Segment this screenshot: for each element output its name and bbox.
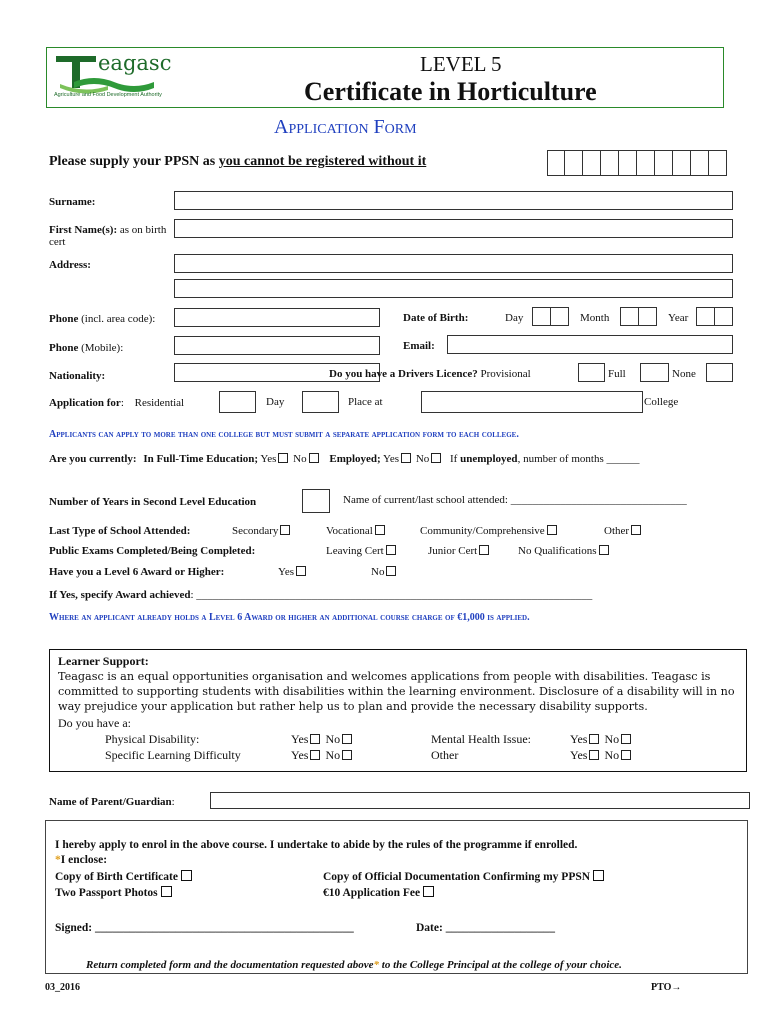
learner-support-title: Learner Support: [58,654,149,668]
award-specify-row [49,589,592,601]
do-you-have: Do you have a: [58,716,131,730]
level6-yes-option [278,566,308,578]
no-qual-option [518,545,611,557]
level6-no-option [371,566,398,578]
years-education-box[interactable] [302,489,330,513]
return-instruction-a: Return completed form and the documentation requested above [86,959,374,971]
community-option [420,525,559,537]
physical-yes-label: Yes [291,732,309,746]
college-label: College [644,396,679,408]
other-yes-label: Yes [570,748,588,762]
employed-no-label: No [415,453,430,465]
other-no-label: No [604,748,620,762]
mental-yes-label: Yes [570,732,588,746]
specific-no-label: No [325,748,341,762]
other-disability-options [570,748,633,763]
other-school-checkbox[interactable] [631,525,641,535]
passport-option [55,886,175,899]
secondary-checkbox[interactable] [280,525,290,535]
level6-no-label: No [371,566,385,578]
fee-checkbox[interactable] [423,886,434,897]
mobile-label-text: Phone [49,342,79,354]
asterisk-icon: * [55,854,61,866]
passport-label: Two Passport Photos [55,887,158,899]
level6-yes-checkbox[interactable] [296,566,306,576]
fulltime-no-checkbox[interactable] [309,453,319,463]
first-name-label [49,224,169,248]
enclose-label [55,854,107,866]
ppsn-digit-box[interactable] [673,150,691,176]
physical-no-checkbox[interactable] [342,734,352,744]
licence-full-box[interactable] [640,363,669,382]
employed-no-checkbox[interactable] [431,453,441,463]
mental-health-label: Mental Health Issue: [431,732,531,746]
vocational-label: Vocational [326,525,373,537]
place-at-label: Place at [348,396,383,408]
ppsn-label-start: Please supply your PPSN as [49,154,219,169]
physical-options [291,732,354,747]
no-qual-label: No Qualifications [518,545,597,557]
ppsn-digit-box[interactable] [637,150,655,176]
return-instruction [86,959,622,971]
email-field[interactable] [447,335,733,354]
vocational-checkbox[interactable] [375,525,385,535]
form-code: 03_2016 [45,982,80,993]
fulltime-yes-checkbox[interactable] [278,453,288,463]
other-disability-label: Other [431,748,459,762]
vocational-option [326,525,387,537]
award-specify-label: If Yes, specify Award achieved [49,589,191,601]
level6-yes-label: Yes [278,566,295,578]
logo-wordmark: eagasc [98,51,172,75]
dob-month-box-2[interactable] [638,307,657,326]
fulltime-label: In Full-Time Education; [143,453,259,465]
application-day-label: Day [266,396,285,408]
surname-label: Surname: [49,196,96,208]
physical-no-label: No [325,732,341,746]
address-line-2[interactable] [174,279,733,298]
email-label: Email: [403,340,435,352]
licence-none-label: None [672,368,696,380]
ppsn-digit-box[interactable] [691,150,709,176]
ppsn-digit-box[interactable] [583,150,601,176]
application-for-text: Application for [49,397,121,409]
other-school-label: Other [604,525,630,537]
licence-full-label: Full [608,368,626,380]
ppsn-doc-option [323,870,607,883]
unemployed-months: , number of months ______ [517,453,640,465]
fee-label: €10 Application Fee [323,887,421,899]
phone-label [49,313,155,325]
award-specify-line[interactable]: : ________________________________________________________________________ [190,589,593,601]
ppsn-doc-checkbox[interactable] [593,870,604,881]
ppsn-digit-box[interactable] [709,150,727,176]
ppsn-digit-box[interactable] [565,150,583,176]
ppsn-digit-box[interactable] [601,150,619,176]
no-qual-checkbox[interactable] [599,545,609,555]
dob-label: Date of Birth: [403,312,469,324]
level6-label: Have you a Level 6 Award or Higher: [49,566,225,578]
ppsn-digit-box[interactable] [619,150,637,176]
dob-day-box-2[interactable] [550,307,569,326]
phone-label-text: Phone [49,313,79,325]
guardian-field[interactable] [210,792,750,809]
physical-yes-checkbox[interactable] [310,734,320,744]
form-title: Application Form [274,116,417,138]
dob-day-box-1[interactable] [532,307,551,326]
mental-options [570,732,633,747]
secondary-option [232,525,292,537]
level6-charge-notice: Where an applicant already holds a Level 6 Award or higher an additional course charge of €1,000 is applied. [49,612,530,623]
other-no-checkbox[interactable] [621,750,631,760]
exams-label: Public Exams Completed/Being Completed: [49,545,256,557]
years-education-label: Number of Years in Second Level Education [49,496,257,508]
licence-none-box[interactable] [706,363,733,382]
employed-label: Employed; [329,453,381,465]
course-title: Certificate in Horticulture [304,77,597,106]
mobile-label-note: (Mobile): [81,342,124,354]
ppsn-boxes[interactable] [547,150,727,176]
fee-option [323,886,437,899]
specific-yes-label: Yes [291,748,309,762]
community-label: Community/Comprehensive [420,525,545,537]
dob-month-box-1[interactable] [620,307,639,326]
passport-checkbox[interactable] [161,886,172,897]
multiple-college-notice: Applicants can apply to more than one college but must submit a separate application form to each college. [49,429,519,440]
ppsn-digit-box[interactable] [655,150,673,176]
level-heading: LEVEL 5 [420,52,502,76]
employed-yes-label: Yes [383,453,400,465]
mobile-label [49,342,123,354]
fulltime-no-label: No [293,453,307,465]
phone-field[interactable] [174,308,380,327]
dob-year-label: Year [668,312,689,324]
fulltime-yes-label: Yes [260,453,277,465]
learner-support-text: Teagasc is an equal opportunities organisation and welcomes applications from people with disabilities. Teagasc is committed to supporting students with disabilities within the learning environment. Disclosure of a disability will in no way prejudice your application but rather help us to plan and provide the necessary disability supports. [58,670,735,713]
application-for-label: Application for: Residential [49,397,185,409]
specific-yes-checkbox[interactable] [310,750,320,760]
licence-provisional-box[interactable] [578,363,605,382]
last-school-type-label: Last Type of School Attended: [49,525,191,537]
other-school-option [604,525,643,537]
mental-no-label: No [604,732,620,746]
leaving-cert-option [326,545,398,557]
specific-no-checkbox[interactable] [342,750,352,760]
ppsn-label [49,154,426,170]
leaving-cert-label: Leaving Cert [326,545,384,557]
leaving-cert-checkbox[interactable] [386,545,396,555]
dob-month-label: Month [580,312,610,324]
logo-subtitle: Agriculture and Food Development Authority [54,92,162,98]
enclose-text: I enclose: [60,854,108,866]
first-name-note: as on birth cert [49,224,167,248]
application-day-box[interactable] [302,391,339,413]
unemployed-if: If [450,453,458,465]
first-name-label-text: First Name(s): [49,224,118,236]
asterisk-icon: * [373,959,380,971]
school-name-label: Name of current/last school attended: ________________________________ [343,494,687,506]
licence-provisional-label: Provisional [480,368,531,380]
specific-options [291,748,354,763]
licence-question [329,368,531,380]
secondary-label: Secondary [232,525,279,537]
last-school-type-text: Last Type of School Attended [49,525,187,537]
birth-cert-option [55,870,195,883]
teagasc-logo [54,52,204,104]
level6-no-checkbox[interactable] [386,566,396,576]
other-yes-checkbox[interactable] [589,750,599,760]
community-checkbox[interactable] [547,525,557,535]
mobile-field[interactable] [174,336,380,355]
ppsn-label-underlined: you cannot be registered without it [218,154,427,169]
college-name-field[interactable] [421,391,643,413]
junior-cert-option [428,545,491,557]
physical-disability-label: Physical Disability: [105,732,200,746]
signed-line[interactable]: Signed: _____________________________________________ [55,922,354,934]
phone-label-note: (incl. area code): [81,313,156,325]
employed-yes-checkbox[interactable] [401,453,411,463]
ppsn-doc-label: Copy of Official Documentation Confirming my PPSN [323,871,591,883]
first-name-field[interactable] [174,219,733,238]
declaration-statement: I hereby apply to enrol in the above course. I undertake to abide by the rules of the programme if enrolled. [55,839,578,851]
pto-label: PTO→ [651,982,682,993]
ppsn-digit-box[interactable] [547,150,565,176]
application-residential-box[interactable] [219,391,256,413]
return-instruction-b: to the College Principal at the college of your choice. [379,959,622,971]
date-line[interactable]: Date: ___________________ [416,922,555,934]
status-question: Are you currently: [49,453,137,465]
specific-learning-label: Specific Learning Difficulty [105,748,241,762]
address-label: Address: [49,259,91,271]
junior-cert-checkbox[interactable] [479,545,489,555]
nationality-label: Nationality: [49,370,106,382]
mental-yes-checkbox[interactable] [589,734,599,744]
dob-year-box-2[interactable] [714,307,733,326]
unemployed-label: unemployed [460,453,518,465]
licence-question-text: Do you have a Drivers Licence? [329,368,478,380]
surname-field[interactable] [174,191,733,210]
birth-cert-label: Copy of Birth Certificate [55,871,178,883]
dob-day-label: Day [505,312,524,324]
application-residential-label: Residential [134,397,185,409]
status-row [49,450,729,468]
address-line-1[interactable] [174,254,733,273]
birth-cert-checkbox[interactable] [181,870,192,881]
dob-year-box-1[interactable] [696,307,715,326]
mental-no-checkbox[interactable] [621,734,631,744]
junior-cert-label: Junior Cert [428,545,478,557]
guardian-label: Name of Parent/Guardian: [49,796,175,808]
guardian-label-text: Name of Parent/Guardian [49,796,172,808]
